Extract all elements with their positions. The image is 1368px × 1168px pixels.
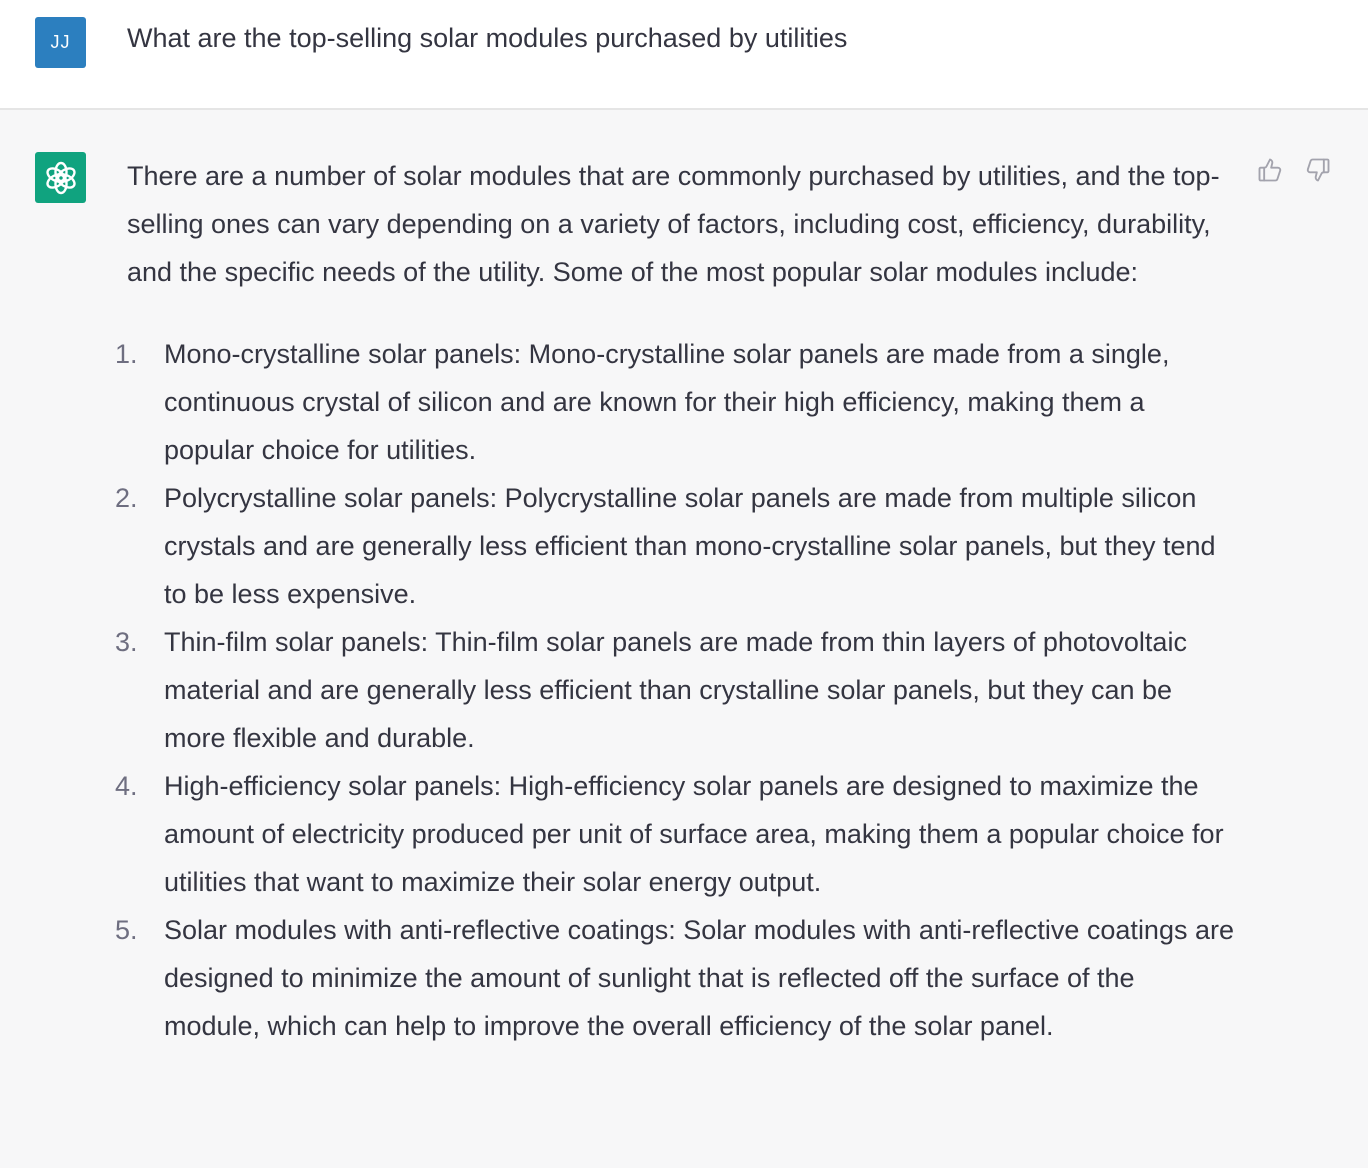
user-avatar-initials: JJ <box>50 32 71 52</box>
user-message-row <box>0 0 1368 110</box>
list-item-number: 3. <box>115 627 138 657</box>
list-item-number: 5. <box>115 915 138 945</box>
list-item-number: 1. <box>115 339 138 369</box>
user-message-text: What are the top-selling solar modules purchased by utilities <box>127 23 848 53</box>
assistant-intro: There are a number of solar modules that are commonly purchased by utilities, and the top-selling ones can vary depending on a variety of factors, including cost, efficiency, durability, and the specific needs of the utility. Some of the most popular solar modules include: <box>127 161 1220 287</box>
solar-module-list <box>115 330 1237 1050</box>
list-item-text: Thin-film solar panels: Thin-film solar panels are made from thin layers of photovoltaic material and are generally less efficient than crystalline solar panels, but they can be more flexible and durable. <box>164 627 1187 753</box>
list-item <box>115 330 1237 474</box>
list-item-text: Polycrystalline solar panels: Polycrystalline solar panels are made from multiple silicon crystals and are generally less efficient than mono-crystalline solar panels, but they tend to be less expensive. <box>164 483 1216 609</box>
list-item-number: 2. <box>115 483 138 513</box>
list-item <box>115 474 1237 618</box>
assistant-message-row <box>0 110 1368 1168</box>
list-item-text: Mono-crystalline solar panels: Mono-crystalline solar panels are made from a single, continuous crystal of silicon and are known for their high efficiency, making them a popular choice for utilities. <box>164 339 1170 465</box>
thumbs-down-icon[interactable] <box>1302 154 1334 186</box>
thumbs-up-icon[interactable] <box>1254 154 1286 186</box>
list-item-text: Solar modules with anti-reflective coatings: Solar modules with anti-reflective coatings are designed to minimize the amount of sunlight that is reflected off the surface of the module, which can help to improve the overall efficiency of the solar panel. <box>164 915 1234 1041</box>
list-item-number: 4. <box>115 771 138 801</box>
list-item <box>115 618 1237 762</box>
user-avatar <box>35 17 86 68</box>
list-item-text: High-efficiency solar panels: High-efficiency solar panels are designed to maximize the amount of electricity produced per unit of surface area, making them a popular choice for utilities that want to maximize their solar energy output. <box>164 771 1224 897</box>
assistant-message-content <box>115 152 1237 1050</box>
list-item <box>115 906 1237 1050</box>
openai-logo-icon <box>35 152 86 203</box>
list-item <box>115 762 1237 906</box>
